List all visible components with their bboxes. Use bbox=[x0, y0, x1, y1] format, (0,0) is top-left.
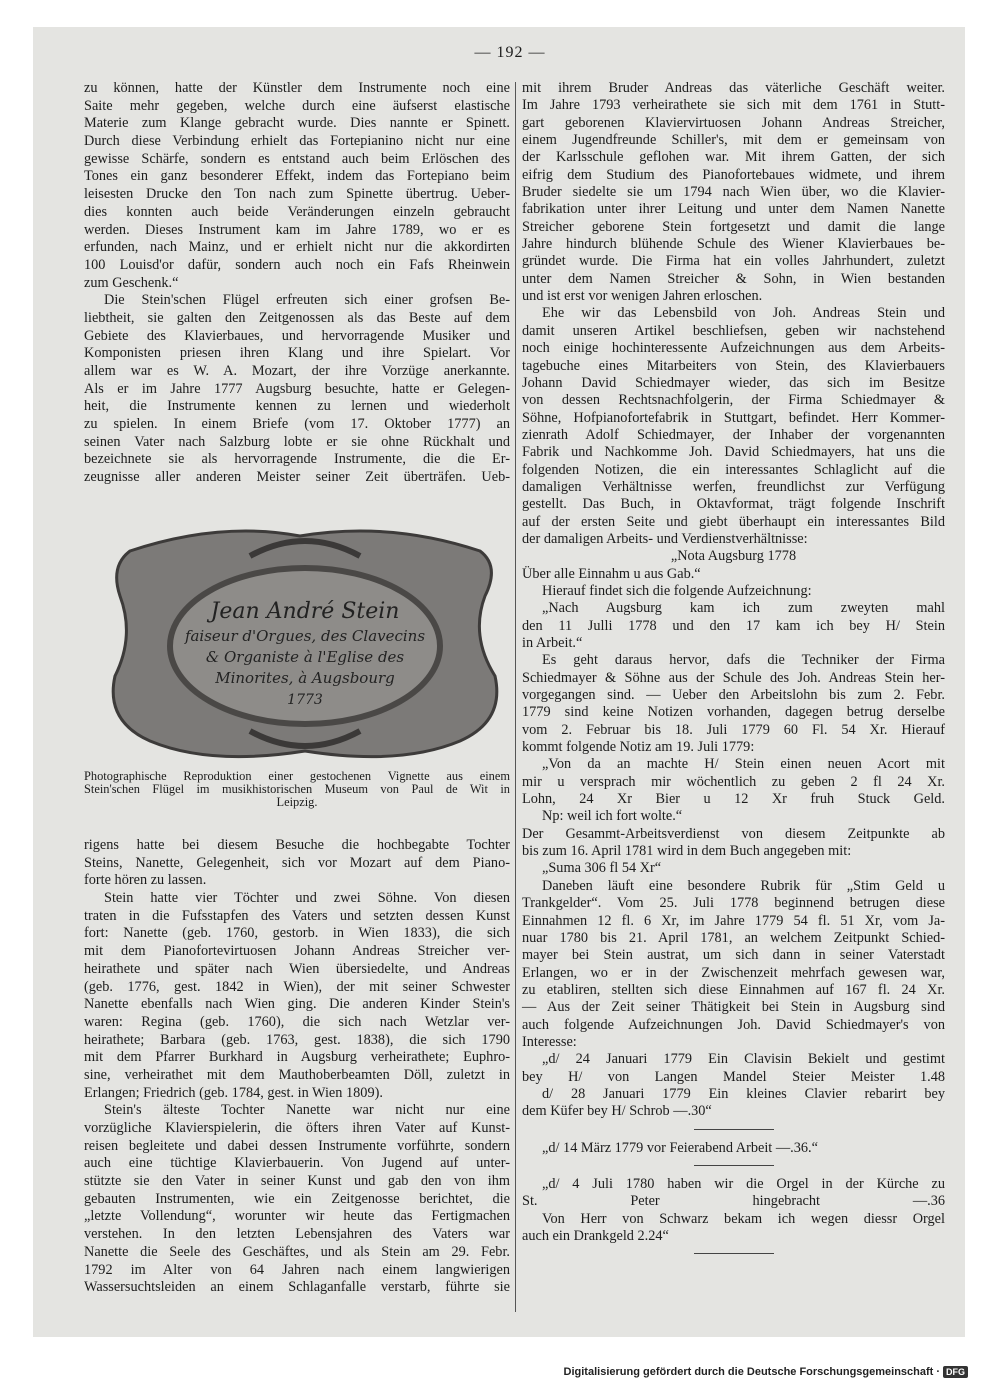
text-line: Erlangen, wo er in der Zwischenzeit mehrfach gewesen war, bbox=[522, 964, 945, 981]
text-line: leisesten Drucke den Ton nach zum Spinette übertrug. Ueber- bbox=[84, 186, 510, 203]
text-line: Wassersuchtsleiden an einem Schlaganfalle verstarb, führte sie bbox=[84, 1279, 510, 1296]
paragraph bbox=[84, 292, 510, 487]
paragraph bbox=[522, 548, 945, 583]
text-line: Np: weil ich fort wolte.“ bbox=[542, 808, 683, 825]
text-line: vom 2. Februar bis 18. Juli 1779 60 Fl. 54 Xr. Hierauf bbox=[522, 721, 945, 738]
text-line: gart geborenen Klaviervirtuosen Johann Andreas Streicher, bbox=[522, 114, 945, 131]
text-line: „d/ 14 März 1779 vor Feierabend Arbeit —.36.“ bbox=[542, 1139, 818, 1156]
text-line: noch einige hochinteressente Aufzeichnungen aus dem Arbeits- bbox=[522, 340, 945, 357]
text-line: „Von da an machte H/ Stein einen neuen Acort mit bbox=[542, 756, 945, 773]
text-line: zu können, hatte der Künstler dem Instrumente noch eine bbox=[84, 80, 510, 96]
text-line: St. Peter hingebracht —.36 bbox=[522, 1193, 945, 1210]
caption-line: Stein'schen Flügel im musikhistorischen Museum von Paul de Wit in bbox=[84, 782, 510, 796]
text-line: Erlangen; Friedrich (geb. 1784, gest. in Wien 1809). bbox=[84, 1084, 383, 1101]
text-line: auch ein Drankgeld 2.24“ bbox=[522, 1228, 669, 1244]
text-line: der Karlsschule geflohen war. Mit ihrem Gatten, der sich bbox=[522, 149, 945, 166]
paragraph bbox=[84, 837, 510, 890]
vignette-line: faiseur d'Orgues, des Clavecins bbox=[184, 627, 426, 645]
text-line: Nanette ebenfalls nach Wien ging. Die anderen Kinder Stein's bbox=[84, 996, 510, 1013]
text-line: „Nach Augsburg kam ich zum zweyten mahl bbox=[542, 600, 945, 617]
text-line: gründet wurde. Die Firma hat ein volles Jahrhundert, zuletzt bbox=[522, 253, 945, 270]
text-line: 1779 sind keine Notizen vorhanden, dagegen betrug derselbe bbox=[522, 704, 945, 721]
vignette-cartouche bbox=[100, 526, 510, 766]
text-line: Gebiete des Klavierbaues, und hervorragende Musiker und bbox=[84, 327, 510, 344]
text-line: nuar 1780 bis 21. April 1781, an welchem Zeitpunkt Schied- bbox=[522, 929, 945, 946]
text-line: mit dem Pfarrer Burkhard in Augsburg verheirathete; Euphro- bbox=[84, 1049, 510, 1066]
text-line: kommt folgende Notiz am 19. Juli 1779: bbox=[522, 739, 755, 756]
text-line: folgenden Notizen, die ein interessantes Schlaglicht auf die bbox=[522, 461, 945, 478]
caption-line: Leipzig. bbox=[276, 795, 318, 809]
quotation bbox=[522, 1176, 945, 1254]
text-line: traten in die Fufsstapfen des Vaters und setzten dessen Kunst bbox=[84, 907, 510, 924]
text-line: Bruder siedelte sie um 1794 nach Wien über, wo die Klavier- bbox=[522, 184, 945, 201]
text-line: Über alle Einnahm u aus Gab.“ bbox=[522, 565, 701, 582]
text-line: fabrikation unter ihrer Leitung und unter dem Namen Nanette bbox=[522, 201, 945, 218]
text-line: einem Jugendfreunde Schiller's, mit dem er gemeinsam von bbox=[522, 132, 945, 149]
text-line: (geb. 1776, gest. 1842 in Wien), der mit seiner Schwester bbox=[84, 978, 510, 995]
text-line: Im Jahre 1793 verheirathete sie sich mit dem 1761 in Stutt- bbox=[522, 97, 945, 114]
vignette-line: Jean André Stein bbox=[210, 599, 400, 624]
quotation bbox=[522, 860, 945, 877]
text-line: „letzte Vollendung“, worunter wir heute das Fertigmachen bbox=[84, 1208, 510, 1225]
text-line: gebauten Instrumenten, wie ein Zeitgenosse berichtet, die bbox=[84, 1190, 510, 1207]
text-line: verstehen. In den letzten Lebensjahren des Vaters war bbox=[84, 1226, 510, 1243]
text-line: damaligen Verhältnisse werfen, freundlichst zur Verfügung bbox=[522, 478, 945, 495]
text-line: bey H/ von Langen Mandel Steier Meister 1.48 bbox=[522, 1068, 945, 1085]
separator-rule bbox=[694, 1253, 774, 1254]
text-line: Daneben läuft eine besondere Rubrik für „Stim Geld u bbox=[542, 877, 945, 894]
text-line: heirathete; Barbara (geb. 1763, gest. 1838), die sich 1790 bbox=[84, 1031, 510, 1048]
text-line: dies konnten auch beide Veränderungen einzeln gebraucht bbox=[84, 203, 510, 220]
text-line: liebtheit, sie galten den Zeitgenossen als das Beste auf dem bbox=[84, 309, 510, 326]
page-number: — 192 — bbox=[474, 44, 546, 61]
dfg-logo: DFG bbox=[943, 1366, 968, 1378]
left-column-top bbox=[84, 80, 510, 487]
text-line: seinen Vater nach Salzburg lobte er sie ohne Rückhalt und bbox=[84, 433, 510, 450]
text-line: den 11 Julli 1778 und den 17 kam ich bey H/ Stein bbox=[522, 617, 945, 634]
text-line: eifrig dem Studium des Pianofortebaues widmete, und ihrem bbox=[522, 166, 945, 183]
paragraph bbox=[84, 80, 510, 292]
text-line: d/ 28 Januari 1779 Ein kleines Clavier rebarirt bey bbox=[542, 1085, 945, 1102]
text-line: Durch diese Verbindung erhielt das Fortepianino nicht nur eine bbox=[84, 133, 510, 150]
text-line: Fabrik und Nachkomme Joh. David Schiedmayers, hat uns die bbox=[522, 444, 945, 461]
text-line: Es geht daraus hervor, dafs die Techniker der Firma bbox=[542, 652, 945, 669]
text-line: Nanette die Seele des Geschäftes, und als Stein am 29. Febr. bbox=[84, 1243, 510, 1260]
right-column bbox=[522, 80, 945, 1264]
text-line: bezeichnete sie als hervorragende Instrumente, die die Er- bbox=[84, 451, 510, 468]
quotation bbox=[522, 1051, 945, 1129]
text-line: zum Geschenk.“ bbox=[84, 274, 179, 291]
text-line: auch folgende Aufzeichnungen Joh. David Schiedmayer's von bbox=[522, 1016, 945, 1033]
text-line: bis zum 16. April 1781 wird in dem Buch angegeben mit: bbox=[522, 843, 852, 860]
paragraph bbox=[84, 1102, 510, 1297]
text-line: Komponisten priesen ihren Klang und ihre Spielart. Vor bbox=[84, 345, 510, 362]
text-line: mit ihrem Bruder Andreas das väterliche Geschäft weiter. bbox=[522, 80, 945, 96]
text-line: rigens hatte bei diesem Besuche die hochbegabte Tochter bbox=[84, 837, 510, 853]
text-line: mir u versprach mir wöchentlich zu geben 2 fl 24 Xr. bbox=[522, 773, 945, 790]
text-line: heit, die Instrumente kennen zu lernen und wiederholt bbox=[84, 398, 510, 415]
text-line: „Nota Augsburg 1778 bbox=[670, 548, 797, 565]
text-line: mayer bei Stein austrat, um sich dann in seiner Vaterstadt bbox=[522, 947, 945, 964]
quotation bbox=[522, 1140, 945, 1166]
text-line: Johann David Schiedmayer wieder, das sich im Besitze bbox=[522, 374, 945, 391]
text-line: sine, verheirathet mit dem Mauthoberbeamten Döll, zuletzt in bbox=[84, 1066, 510, 1083]
text-line: Jahre hindurch blühende Schule des Wiener Klavierbaues be- bbox=[522, 236, 945, 253]
text-line: mit dem Pianofortevirtuosen Johann Andreas Streicher ver- bbox=[84, 943, 510, 960]
text-line: allem war es W. A. Mozart, der ihre Vorzüge anerkannte. bbox=[84, 363, 510, 379]
text-line: und ist erst vor wenigen Jahren erloschen. bbox=[522, 288, 763, 305]
text-line: Schiedmayer & Söhne aus der Schule des Joh. Andreas Stein her- bbox=[522, 669, 945, 686]
text-line: Lohn, 24 Xr Bier u 12 Xr fruh Stuck Geld. bbox=[522, 791, 945, 808]
text-line: heirathete und später nach Wien übersiedelte, und Andreas bbox=[84, 960, 510, 977]
quotation bbox=[522, 756, 945, 825]
text-line: Ehe wir das Lebensbild von Joh. Andreas Stein und bbox=[542, 305, 945, 322]
vignette-image bbox=[100, 526, 510, 766]
separator-rule bbox=[694, 1165, 774, 1166]
text-line: 100 Louisd'or dafür, sondern auch noch ein Fafs Rheinwein bbox=[84, 256, 510, 273]
paragraph bbox=[84, 890, 510, 1102]
text-line: Steins, Nanette, Gelegenheit, sich vor Mozart auf dem Piano- bbox=[84, 854, 510, 871]
text-line: erfunden, nach Mainz, und er erhielt nicht nur die akkordirten bbox=[84, 239, 510, 256]
text-line: Als er im Jahre 1777 Augsburg besuchte, hatte er Gelegen- bbox=[84, 380, 510, 397]
text-line: reisen begleitete und dabei dessen Instrumente vorführte, sondern bbox=[84, 1137, 510, 1154]
text-line: Stein hatte vier Töchter und zwei Söhne. Von diesen bbox=[104, 890, 510, 907]
text-line: 1792 im Alter von 64 Jahren nach einem langwierigen bbox=[84, 1261, 510, 1278]
text-line: werden. Dieses Instrument kam im Jahre 1789, wo er es bbox=[84, 221, 510, 238]
text-line: stützte sie den Vater in seiner Kunst und gab den von ihm bbox=[84, 1173, 510, 1190]
left-column-bottom bbox=[84, 837, 510, 1297]
separator-rule bbox=[694, 1129, 774, 1130]
footer: Digitalisierung gefördert durch die Deutsche Forschungsgemeinschaft · DFG bbox=[564, 1366, 968, 1378]
text-line: zeugnisse aller anderen Meister seiner Zeit überträfen. Ueb- bbox=[84, 469, 510, 486]
paragraph bbox=[522, 583, 945, 600]
text-line: Von Herr von Schwarz bekam ich wegen diessr Orgel bbox=[542, 1210, 945, 1227]
text-line: in Arbeit.“ bbox=[522, 635, 583, 651]
text-line: fort: Nanette (geb. 1760, gestorb. in Wien 1833), die sich bbox=[84, 925, 510, 942]
text-line: der damaligen Arbeits- und Verdienstverhältnisse: bbox=[522, 530, 808, 547]
text-line: gestellt. Das Buch, in Oktavformat, trägt folgende Inschrift bbox=[522, 496, 945, 513]
text-line: Saite mehr gegeben, welche durch eine äufserst elastische bbox=[84, 97, 510, 114]
column-divider bbox=[515, 82, 516, 1312]
caption-line: Photographische Reproduktion einer gestochenen Vignette aus einem bbox=[84, 769, 510, 783]
text-line: gewisse Schärfe, sondern es entstand auch beim Erlöschen des bbox=[84, 150, 510, 167]
text-line: Stein's älteste Tochter Nanette war nicht nur eine bbox=[104, 1102, 510, 1119]
text-line: vorgegangen sind. — Ueber den Arbeitslohn bis zum 2. Febr. bbox=[522, 687, 945, 704]
paragraph bbox=[522, 652, 945, 756]
text-line: Streicher geborene Stein fortgesetzt und damit die lange bbox=[522, 218, 945, 235]
text-line: Die Stein'schen Flügel erfreuten sich einer grofsen Be- bbox=[104, 292, 510, 309]
text-line: auch eine tüchtige Klavierbauerin. Von Jugend auf unter- bbox=[84, 1155, 510, 1172]
figure-caption bbox=[84, 770, 510, 809]
text-line: Der Gesammt-Arbeitsverdienst von diesem Zeitpunkte ab bbox=[522, 825, 945, 842]
text-line: Tones ein ganz besonderer Effekt, indem das Fortepiano beim bbox=[84, 168, 510, 185]
text-line: zu spielen. In einem Briefe (vom 17. Oktober 1777) an bbox=[84, 416, 510, 433]
text-line: damit unseren Artikel beschliefsen, geben wir nachstehend bbox=[522, 322, 945, 339]
vignette-line: & Organiste à l'Eglise des bbox=[205, 648, 405, 666]
footer-credit: Digitalisierung gefördert durch die Deutsche Forschungsgemeinschaft bbox=[563, 1366, 934, 1378]
text-line: Materie zum Klange gebracht wurde. Dies nannte er Spinett. bbox=[84, 115, 510, 132]
text-line: zu etabliren, stellten sich diese Einnahmen auf 167 fl. 24 Xr. bbox=[522, 981, 945, 998]
vignette-line: Minorites, à Augsbourg bbox=[215, 669, 395, 687]
text-line: Hierauf findet sich die folgende Aufzeichnung: bbox=[542, 582, 812, 599]
text-line: zienrath Adolf Schiedmayer, der Inhaber der vorgenannten bbox=[522, 426, 945, 443]
paragraph bbox=[522, 80, 945, 305]
paragraph bbox=[522, 878, 945, 1051]
text-line: dem Küfer bey H/ Schrob —.30“ bbox=[522, 1103, 712, 1120]
text-line: — Aus der Zeit seiner Thätigkeit bei Stein in Augsburg sind bbox=[522, 999, 945, 1016]
text-line: auf der ersten Seite und giebt überhaupt ein interessantes Bild bbox=[522, 513, 945, 530]
paragraph bbox=[522, 305, 945, 548]
text-line: forte hören zu lassen. bbox=[84, 872, 207, 889]
quotation bbox=[522, 600, 945, 652]
text-line: „d/ 4 Juli 1780 haben wir die Orgel in der Kürche zu bbox=[542, 1175, 945, 1192]
text-line: tagebuche eines Mitarbeiters von Stein, des Klavierbauers bbox=[522, 357, 945, 374]
text-line: Interesse: bbox=[522, 1033, 577, 1050]
text-line: von dessen Rechtsnachfolgerin, der Firma Schiedmayer & bbox=[522, 392, 945, 409]
text-line: vorzügliche Klavierspielerin, die öfters ihren Vater auf Kunst- bbox=[84, 1120, 510, 1136]
text-line: Einnahmen 12 fl. 6 Xr, im Jahre 1779 54 fl. 51 Xr, vom Ja- bbox=[522, 912, 945, 929]
text-line: waren: Regina (geb. 1760), die sich nach Wetzlar ver- bbox=[84, 1013, 510, 1030]
vignette-line: 1773 bbox=[287, 692, 323, 708]
text-line: Söhne, Hofpianofortefabrik in Stuttgart, befindet. Herr Kommer- bbox=[522, 409, 945, 426]
paragraph bbox=[522, 826, 945, 861]
text-line: „d/ 24 Januari 1779 Ein Clavisin Bekielt und gestimt bbox=[542, 1051, 945, 1068]
text-line: Trankgelder“. Vom 25. Juli 1778 beginnend betrugen diese bbox=[522, 895, 945, 912]
text-line: „Suma 306 fl 54 Xr“ bbox=[542, 860, 662, 877]
text-line: unter dem Namen Streicher & Sohn, in Wien bestanden bbox=[522, 270, 945, 287]
